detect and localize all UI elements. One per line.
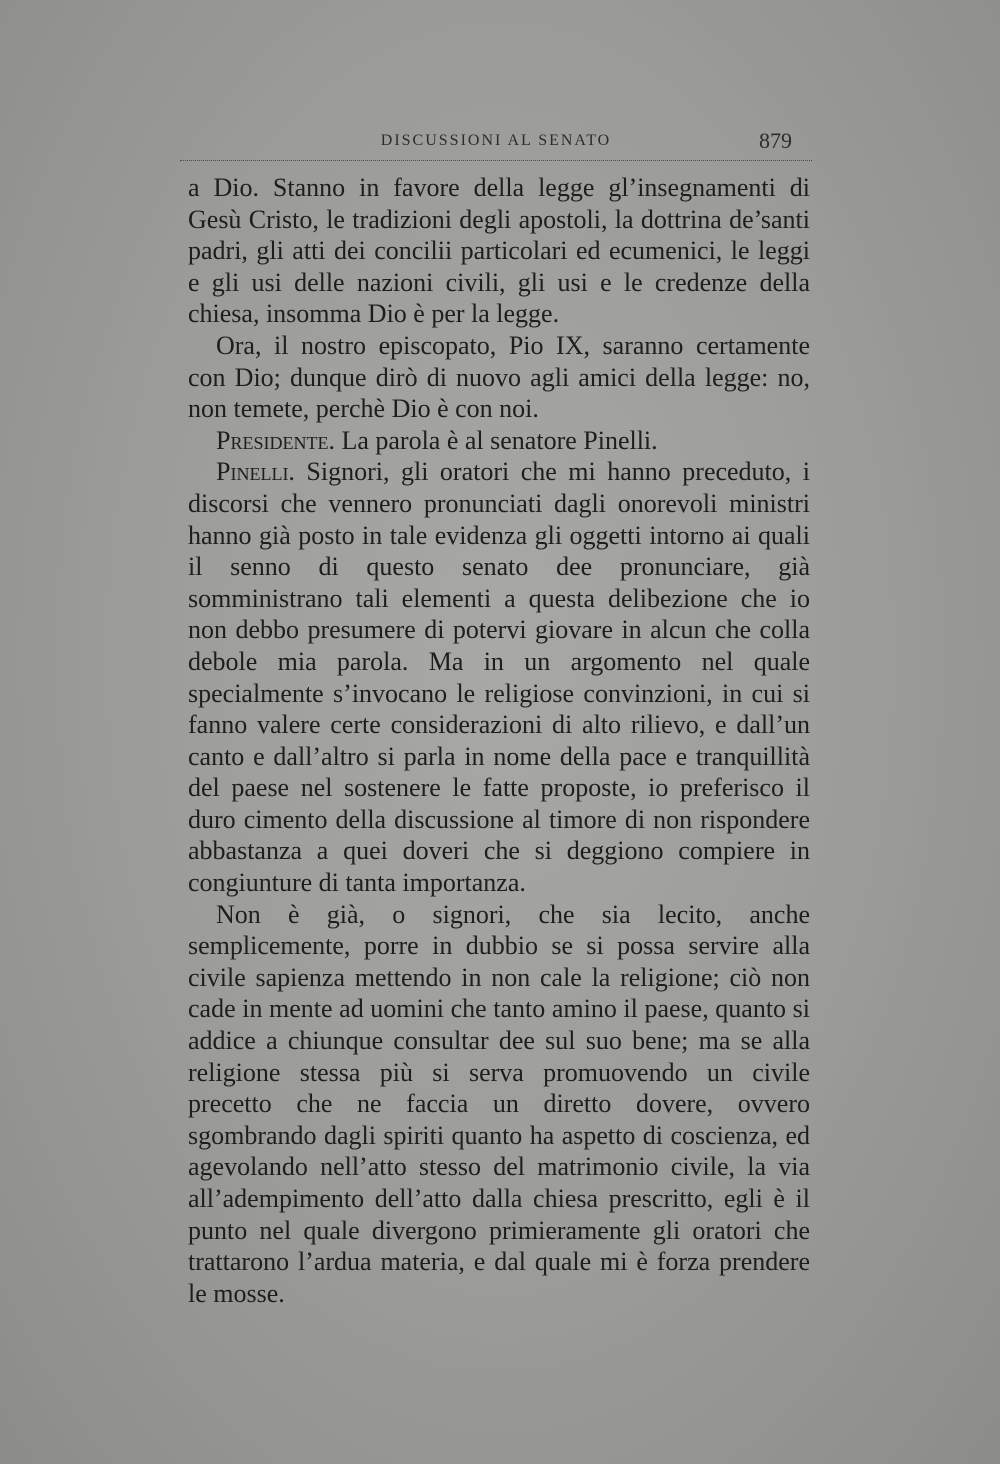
paragraph-4-text: Signori, gli oratori che mi hanno preceduto, i discorsi che vennero pronunciati dagli onorevoli ministri hanno già posto in tale evidenza gli oggetti intorno ai quali il senno di questo senato dee pronunciare, già somministrano tali elementi a questa delibezione che io non debbo presumere di potervi giovare in alcun che colla debole mia parola. Ma in un argomento nel quale specialmente s’invocano le religiose convinzioni, in cui si fanno valere certe considerazioni di alto rilievo, e dall’un canto e dall’altro si parla in nome della pace e tranquillità del paese nel sostenere le fatte proposte, io preferisco il duro cimento della discussione al timore di non rispondere abbastanza a quei doveri che si deggiono compiere in congiunture di tanta importanza. bbox=[188, 457, 810, 898]
paragraph-3 bbox=[188, 425, 810, 457]
paragraph-1: a Dio. Stanno in favore della legge gl’insegnamenti di Gesù Cristo, le tradizioni degli apostoli, la dottrina de’santi padri, gli atti dei concilii particolari ed ecumenici, le leggi e gli usi delle nazioni civili, gli usi e le credenze della chiesa, insomma Dio è per la legge. bbox=[188, 173, 810, 329]
header-title: DISCUSSIONI AL SENATO bbox=[380, 132, 612, 149]
speaker-presidente: Presidente. bbox=[216, 425, 335, 455]
paragraph-3-text: La parola è al senatore Pinelli. bbox=[334, 425, 658, 455]
running-header bbox=[180, 128, 812, 161]
paragraph-4 bbox=[188, 456, 810, 898]
page-number: 879 bbox=[759, 128, 792, 153]
paragraph-2: Ora, il nostro episcopato, Pio IX, saranno certamente con Dio; dunque dirò di nuovo agli amici della legge: no, non temete, perchè Dio è con noi. bbox=[188, 330, 810, 424]
speaker-pinelli: Pinelli. bbox=[216, 457, 295, 487]
body-text bbox=[188, 172, 810, 1309]
paragraph-5: Non è già, o signori, che sia lecito, anche semplicemente, porre in dubbio se si possa servire alla civile sapienza mettendo in non cale la religione; ciò non cade in mente ad uomini che tanto amino il paese, quanto si addice a chiunque consultar dee sul suo bene; ma se alla religione stessa più si serva promuovendo un civile precetto che ne faccia un diretto dovere, ovvero sgombrando dagli spiriti quanto ha aspetto di coscienza, ed agevolando nell’atto stesso del matrimonio civile, la via all’adempimento dell’atto dalla chiesa prescritto, egli è il punto nel quale divergono primieramente gli oratori che trattarono l’ardua materia, e dal quale mi è forza prendere le mosse. bbox=[188, 899, 810, 1308]
